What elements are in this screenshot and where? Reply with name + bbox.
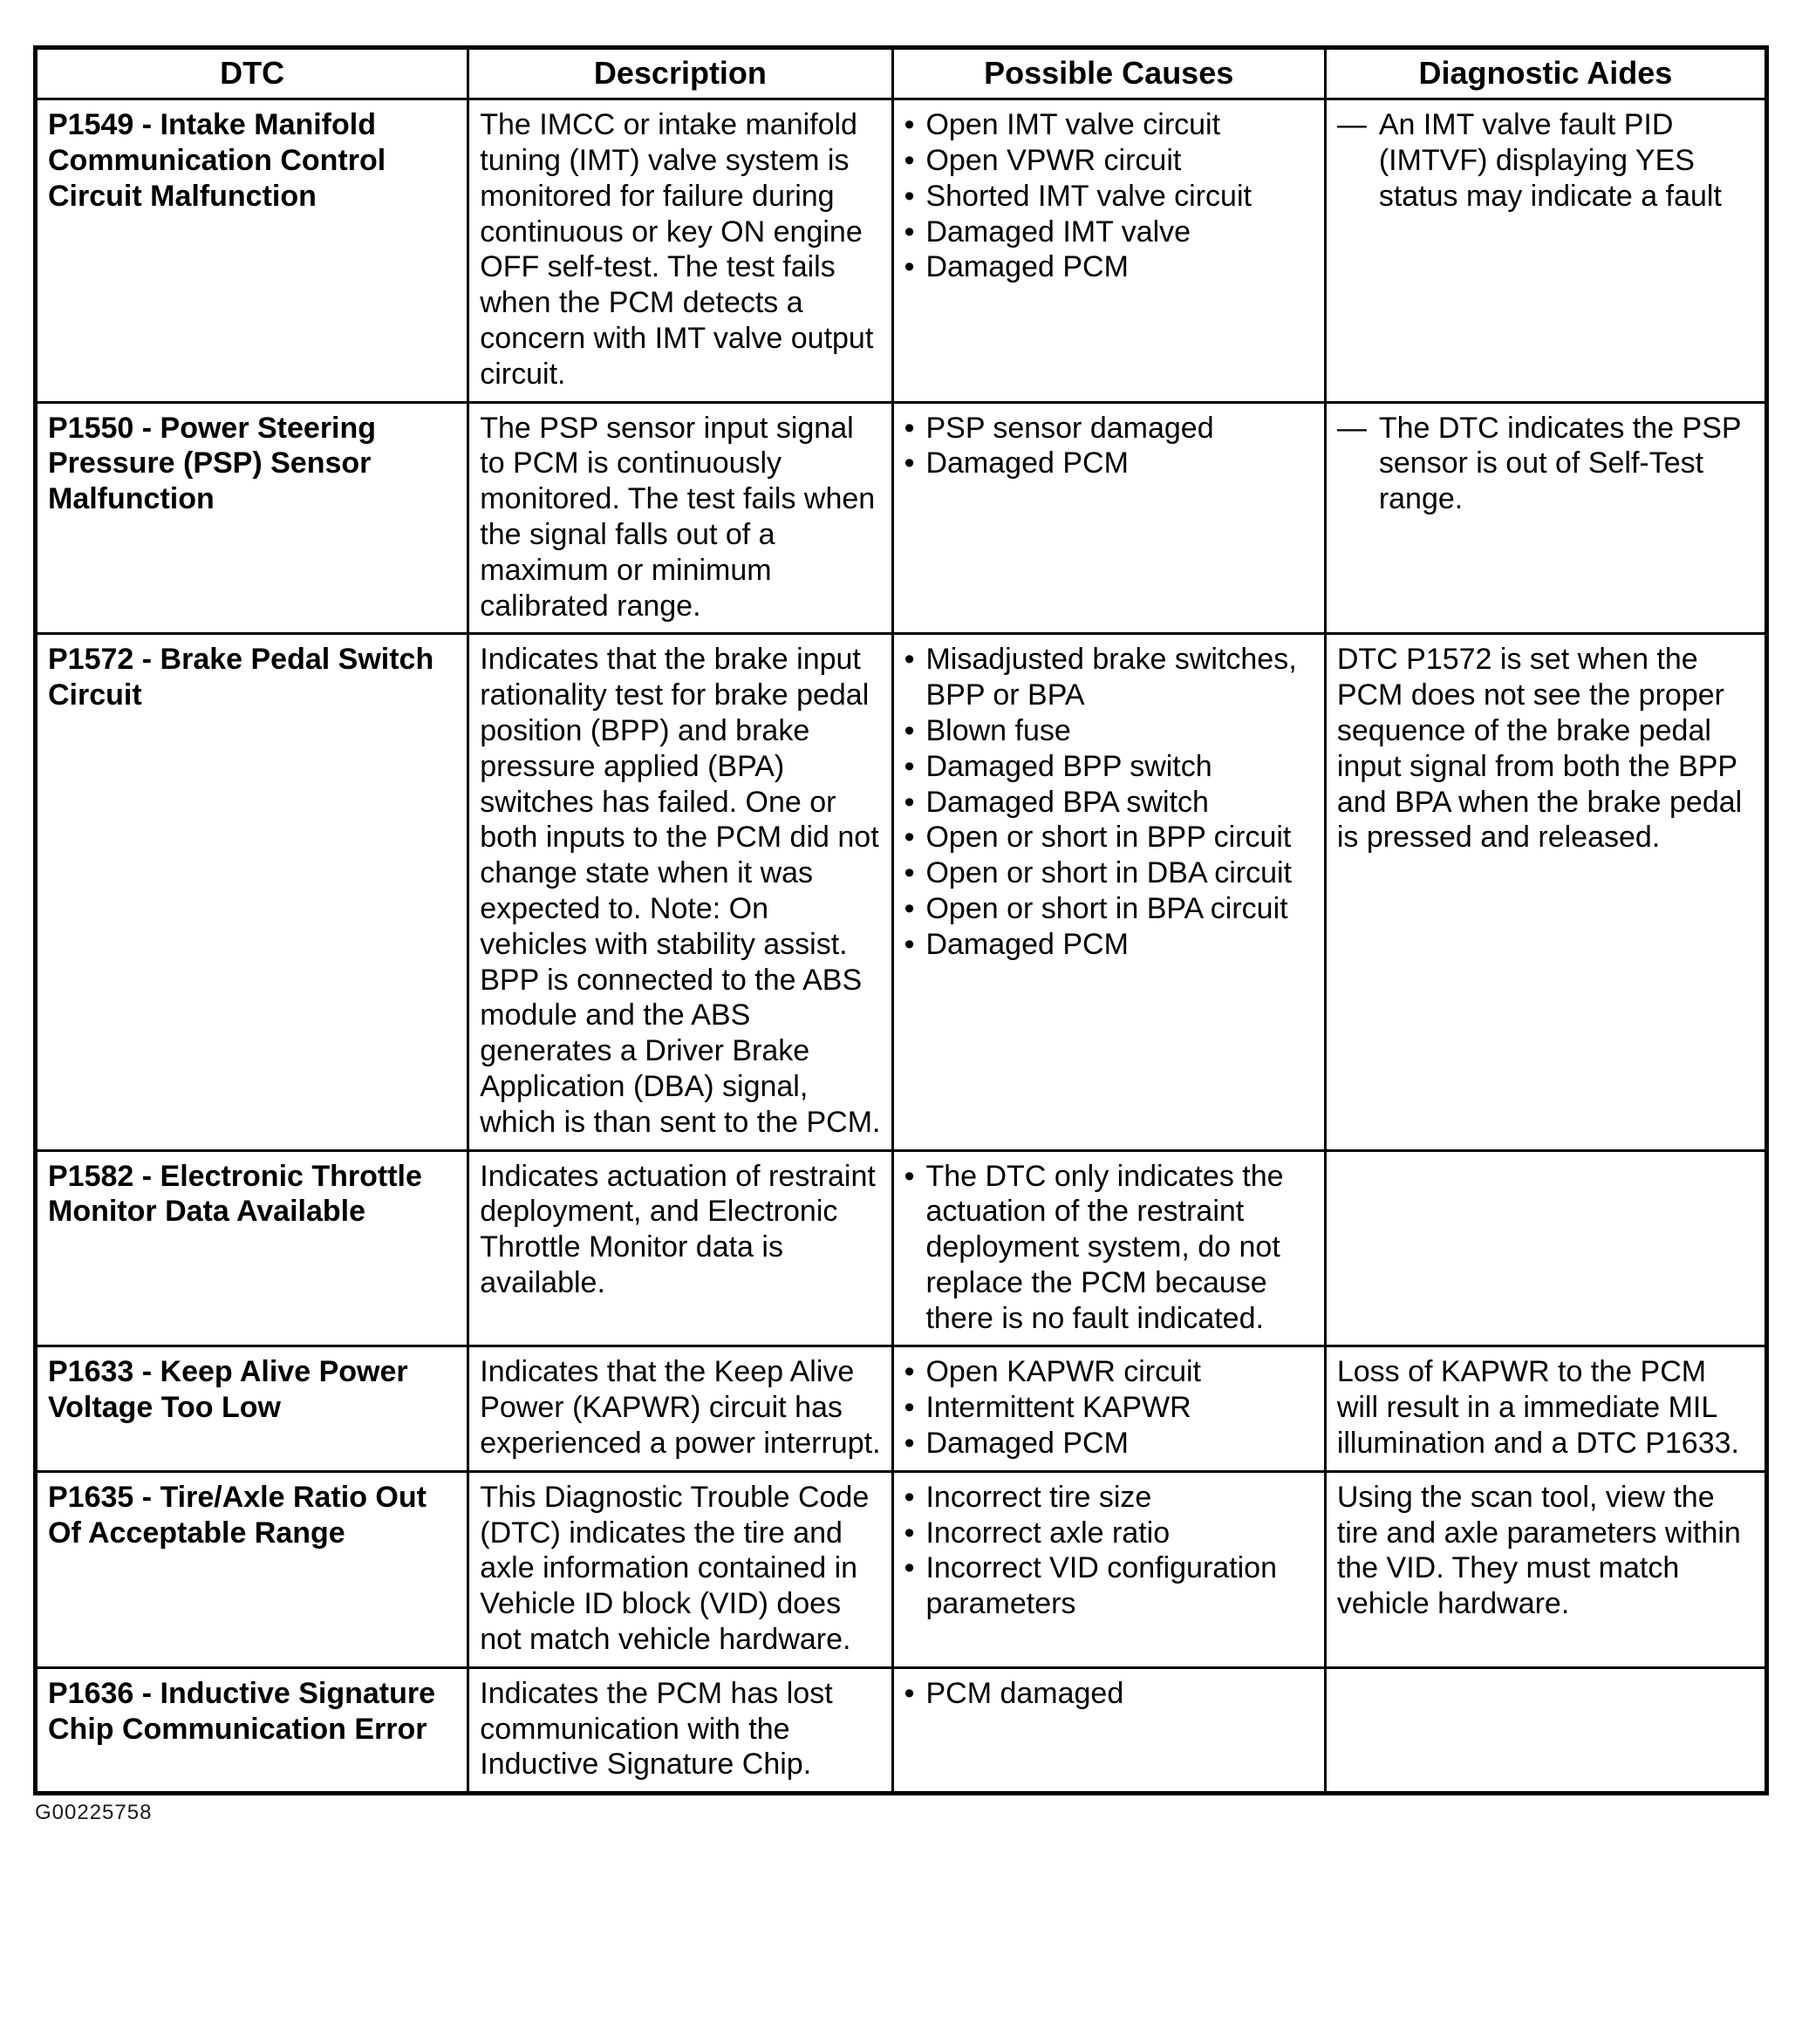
causes-cell [892,634,1325,1150]
description-cell: Indicates the PCM has lost communication with the Inductive Signature Chip. [468,1667,892,1793]
column-header: Diagnostic Aides [1325,48,1766,99]
aide-text: An IMT valve fault PID (IMTVF) displaying YES status may indicate a fault [1378,108,1722,213]
table-row [36,634,1767,1150]
cause-text: Damaged PCM [925,1427,1129,1461]
bullet-icon: • [904,179,915,213]
causes-list [904,107,1314,285]
bullet-icon: • [904,1427,915,1461]
bullet-icon: • [904,446,915,480]
cause-text: PSP sensor damaged [925,411,1214,445]
causes-cell [892,1471,1325,1667]
dtc-cell: P1550 - Power Steering Pressure (PSP) Sensor Malfunction [36,402,468,634]
cause-text: Blown fuse [925,713,1071,747]
aide-item [1337,1480,1754,1622]
bullet-icon: • [904,1159,915,1193]
bullet-icon: • [904,1676,915,1710]
description-cell: Indicates that the brake input rationality test for brake pedal position (BPP) and brake pressure applied (BPA) switches has failed. One or both inputs to the PCM did not change state when it was expected to. Note: On vehicles with stability assist. BPP is connected to the ABS module and the ABS generates a Driver Brake Application (DBA) signal, which is than sent to the PCM. [468,634,892,1150]
causes-list [904,1354,1314,1461]
causes-cell [892,99,1325,402]
cause-item [904,179,1314,215]
cause-text: Open IMT valve circuit [925,108,1221,142]
cause-item [904,1390,1314,1426]
description-cell: Indicates that the Keep Alive Power (KAPWR) circuit has experienced a power interrupt. [468,1346,892,1471]
cause-text: Incorrect VID configuration parameters [925,1551,1277,1621]
cause-item [904,249,1314,285]
bullet-icon: • [904,411,915,445]
cause-text: Damaged BPP switch [925,749,1212,783]
cause-item [904,107,1314,143]
cause-text: Damaged PCM [925,250,1129,284]
bullet-icon: • [904,713,915,747]
dtc-table-head [36,48,1767,99]
dtc-cell: P1582 - Electronic Throttle Monitor Data Available [36,1150,468,1346]
cause-item [904,713,1314,749]
cause-item [904,1480,1314,1516]
cause-text: The DTC only indicates the actuation of the restraint deployment system, do not replace the PCM because there is no fault indicated. [925,1159,1284,1335]
cause-text: Incorrect tire size [925,1480,1152,1514]
bullet-icon: • [904,1391,915,1425]
dtc-cell: P1549 - Intake Manifold Communication Control Circuit Malfunction [36,99,468,402]
cause-item [904,1159,1314,1337]
causes-cell [892,1346,1325,1471]
column-header: Description [468,48,892,99]
cause-text: Intermittent KAPWR [925,1391,1191,1425]
cause-text: Open or short in DBA circuit [925,856,1292,890]
aide-item [1337,411,1754,517]
table-row [36,402,1767,634]
aide-text: DTC P1572 is set when the PCM does not see the proper sequence of the brake pedal input signal from both the BPP and BPA when the brake pedal is pressed and released. [1336,643,1743,855]
causes-list [904,642,1314,962]
bullet-icon: • [904,143,915,177]
aides-cell [1325,1471,1766,1667]
cause-text: Incorrect axle ratio [925,1516,1171,1550]
table-row [36,1667,1767,1793]
cause-item [904,1676,1314,1712]
table-row [36,1346,1767,1471]
cause-text: Damaged BPA switch [925,785,1209,819]
em-dash-marker: — [1336,108,1367,142]
causes-list [904,411,1314,482]
causes-cell [892,1667,1325,1793]
cause-item [904,642,1314,713]
cause-item [904,446,1314,481]
aide-text: The DTC indicates the PSP sensor is out of Self-Test range. [1378,411,1741,516]
em-dash-marker: — [1336,411,1367,445]
bullet-icon: • [904,1516,915,1550]
cause-item [904,749,1314,785]
bullet-icon: • [904,643,915,677]
cause-item [904,820,1314,855]
cause-item [904,1516,1314,1551]
bullet-icon: • [904,250,915,284]
aides-cell [1325,99,1766,402]
bullet-icon: • [904,1551,915,1585]
bullet-icon: • [904,1355,915,1389]
cause-text: Misadjusted brake switches, BPP or BPA [925,643,1297,712]
cause-item [904,215,1314,250]
cause-text: Open KAPWR circuit [925,1355,1201,1389]
table-row [36,1471,1767,1667]
bullet-icon: • [904,891,915,925]
bullet-icon: • [904,108,915,142]
cause-text: Shorted IMT valve circuit [925,179,1252,213]
causes-list [904,1159,1314,1337]
cause-text: PCM damaged [925,1676,1124,1710]
description-cell: This Diagnostic Trouble Code (DTC) indicates the tire and axle information contained in Vehicle ID block (VID) does not match vehicle hardware. [468,1471,892,1667]
dtc-cell: P1572 - Brake Pedal Switch Circuit [36,634,468,1150]
bullet-icon: • [904,856,915,890]
bullet-icon: • [904,927,915,961]
aides-cell [1325,1667,1766,1793]
bullet-icon: • [904,785,915,819]
aides-cell [1325,1346,1766,1471]
table-row [36,99,1767,402]
cause-item [904,411,1314,446]
cause-item [904,927,1314,963]
cause-text: Damaged PCM [925,927,1129,961]
cause-item [904,1426,1314,1461]
column-header: Possible Causes [892,48,1325,99]
aide-text: Loss of KAPWR to the PCM will result in a immediate MIL illumination and a DTC P1633. [1336,1355,1739,1461]
bullet-icon: • [904,1480,915,1514]
causes-cell [892,1150,1325,1346]
cause-item [904,1354,1314,1390]
causes-list [904,1480,1314,1622]
cause-text: Damaged PCM [925,446,1129,480]
cause-item [904,891,1314,927]
cause-text: Open VPWR circuit [925,143,1182,177]
aide-item [1337,107,1754,214]
cause-item [904,1550,1314,1622]
bullet-icon: • [904,749,915,783]
dtc-cell: P1633 - Keep Alive Power Voltage Too Low [36,1346,468,1471]
cause-text: Open or short in BPA circuit [925,891,1288,925]
cause-text: Open or short in BPP circuit [925,821,1292,855]
dtc-table [33,45,1769,1795]
header-row [36,48,1767,99]
cause-item [904,785,1314,821]
table-row [36,1150,1767,1346]
description-cell: The IMCC or intake manifold tuning (IMT) valve system is monitored for failure during continuous or key ON engine OFF self-test. The test fails when the PCM detects a concern with IMT valve output circuit. [468,99,892,402]
dtc-cell: P1636 - Inductive Signature Chip Communication Error [36,1667,468,1793]
dtc-table-body [36,99,1767,1794]
aides-cell [1325,402,1766,634]
causes-cell [892,402,1325,634]
bullet-icon: • [904,821,915,855]
aide-item [1337,1354,1754,1461]
aides-cell [1325,634,1766,1150]
cause-text: Damaged IMT valve [925,215,1191,249]
description-cell: The PSP sensor input signal to PCM is continuously monitored. The test fails when the signal falls out of a maximum or minimum calibrated range. [468,402,892,634]
dtc-cell: P1635 - Tire/Axle Ratio Out Of Acceptable Range [36,1471,468,1667]
column-header: DTC [36,48,468,99]
bullet-icon: • [904,215,915,249]
figure-reference-code: G00225758 [35,1801,153,1825]
aide-text: Using the scan tool, view the tire and axle parameters within the VID. They must match vehicle hardware. [1336,1480,1741,1621]
aide-item [1337,642,1754,855]
description-cell: Indicates actuation of restraint deployment, and Electronic Throttle Monitor data is available. [468,1150,892,1346]
causes-list [904,1676,1314,1712]
cause-item [904,855,1314,891]
aides-cell [1325,1150,1766,1346]
cause-item [904,143,1314,179]
